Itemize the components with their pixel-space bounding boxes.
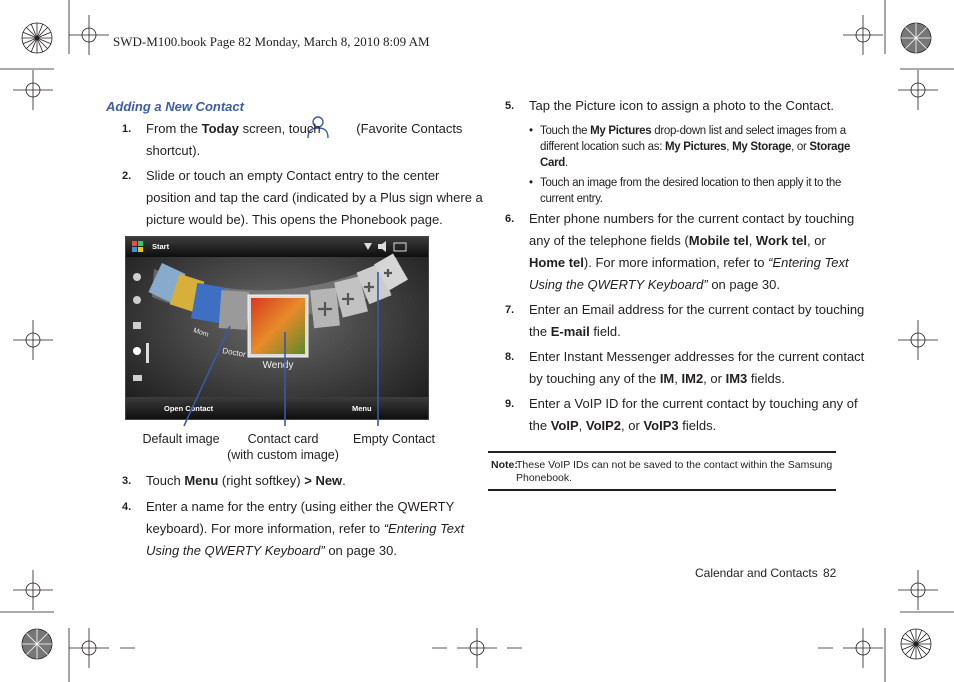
text-run: E-mail <box>550 324 590 339</box>
text-run: Storage <box>809 141 851 153</box>
text-run: different location such as: <box>540 141 665 153</box>
bullet-text-line <box>540 139 850 155</box>
text-run: IM3 <box>725 371 748 386</box>
step-text-line <box>146 518 464 540</box>
bullet-text-line <box>540 155 568 171</box>
step-text-line <box>146 540 397 562</box>
page-number: 82 <box>823 566 837 580</box>
text-run: drop-down list and select images from a <box>651 125 846 137</box>
text-run: the <box>529 324 551 339</box>
step-text-line <box>529 274 780 296</box>
text-run: any of the telephone fields ( <box>529 233 689 248</box>
text-run: fields. <box>747 371 785 386</box>
text-run: Slide or touch an empty Contact entry to the center <box>146 168 440 183</box>
text-run: Enter a name for the entry (using either the QWERTY <box>146 499 455 514</box>
step-number: 9. <box>505 398 515 410</box>
text-run: by touching any of the <box>529 371 660 386</box>
note-label: Note: <box>491 459 518 471</box>
step-text-line <box>146 470 346 492</box>
text-run: My Pictures <box>665 141 727 153</box>
text-run: , or <box>703 371 726 386</box>
open-contact-softkey: Open Contact <box>164 404 214 413</box>
text-run: Mobile tel <box>688 233 749 248</box>
callout-label <box>342 431 446 447</box>
text-run: Using the QWERTY Keyboard” <box>529 277 708 292</box>
text-run: shortcut). <box>146 143 201 158</box>
note-text-line-2: Phonebook. <box>516 472 573 484</box>
card-label-doctor: Doctor <box>221 346 247 360</box>
text-run: on page 30. <box>324 543 398 558</box>
bullet-text-line <box>540 175 841 191</box>
text-run: Enter an Email address for the current contact by touching <box>529 302 865 317</box>
bullet-dot: • <box>529 125 533 137</box>
step-text-line <box>529 321 621 343</box>
note-text-line-1: These VoIP IDs can not be saved to the contact within the Samsung <box>516 459 833 471</box>
text-run: My Storage <box>732 141 792 153</box>
text-run: , <box>578 418 586 433</box>
step-number: 1. <box>122 123 132 135</box>
step-text-line <box>529 299 864 321</box>
text-run: Work tel <box>755 233 807 248</box>
start-label: Start <box>152 242 170 251</box>
callout-label-line: Default image <box>142 432 220 446</box>
text-run: My Pictures <box>590 125 652 137</box>
text-run: fields. <box>678 418 717 433</box>
step-text-line <box>529 346 864 368</box>
callout-label <box>126 431 236 447</box>
section-title: Adding a New Contact <box>106 99 244 114</box>
text-run: “Entering Text <box>768 255 849 270</box>
contact-name-label: Wendy <box>262 360 294 371</box>
text-run: (Favorite Contacts <box>356 121 463 136</box>
text-run: Menu <box>184 473 219 488</box>
text-run: , <box>674 371 682 386</box>
text-run: Home tel <box>529 255 584 270</box>
step-text-line <box>529 393 858 415</box>
note-bottom-rule <box>488 489 836 491</box>
text-run: Card <box>540 157 566 169</box>
print-header: SWD-M100.book Page 82 Monday, March 8, 2010 8:09 AM <box>113 34 430 49</box>
step-number: 6. <box>505 213 515 225</box>
callout-label-line: (with custom image) <box>227 448 339 462</box>
text-run: field. <box>589 324 621 339</box>
text-run: Enter Instant Messenger addresses for the current contact <box>529 349 865 364</box>
text-run: keyboard). For more information, refer to <box>146 521 384 536</box>
text-run: > New <box>304 473 343 488</box>
step-number: 4. <box>122 501 132 513</box>
text-run: Touch <box>146 473 185 488</box>
text-run: . <box>565 157 568 169</box>
text-run: , or <box>621 418 644 433</box>
text-run: current entry. <box>540 193 603 205</box>
text-run: Touch an image from the desired location to then apply it to the <box>540 177 842 189</box>
text-run: position and tap the card (indicated by a Plus sign where a <box>146 190 483 205</box>
text-run: . <box>342 473 346 488</box>
text-run: IM2 <box>681 371 704 386</box>
bullet-dot: • <box>529 177 533 189</box>
text-run: Enter phone numbers for the current contact by touching <box>529 211 855 226</box>
footer-section: Calendar and Contacts <box>695 566 818 580</box>
text-run: Using the QWERTY Keyboard” <box>146 543 325 558</box>
menu-softkey: Menu <box>352 404 372 413</box>
text-run: the <box>529 418 551 433</box>
step-text-line <box>146 496 454 518</box>
step-number: 5. <box>505 100 515 112</box>
step-number: 2. <box>122 170 132 182</box>
text-run: (right softkey) <box>218 473 305 488</box>
text-run: Enter a VoIP ID for the current contact by touching any of <box>529 396 858 411</box>
bullet-text-line <box>540 191 603 207</box>
callout-label-line: Contact card <box>247 432 319 446</box>
text-run: picture would be). This opens the Phonebook page. <box>146 212 443 227</box>
text-run: ). For more information, refer to <box>583 255 769 270</box>
step-text-line <box>529 415 716 437</box>
step-text-line <box>529 252 849 274</box>
step-number: 3. <box>122 475 132 487</box>
card-label-mom: Mom <box>192 327 210 339</box>
text-run: “Entering Text <box>383 521 465 536</box>
step-text-line <box>529 208 854 230</box>
text-run: , <box>726 141 733 153</box>
text-run: VoIP <box>550 418 579 433</box>
step-text-line <box>529 230 826 252</box>
text-run: VoIP3 <box>643 418 679 433</box>
text-run: From the <box>146 121 202 136</box>
step-text-line <box>529 368 785 390</box>
step-number: 8. <box>505 351 515 363</box>
text-run: Touch the <box>540 125 591 137</box>
text-run: , <box>748 233 756 248</box>
step-text-line: Tap the Picture icon to assign a photo to the Contact. <box>529 98 834 113</box>
text-run: , or <box>791 141 810 153</box>
text-run: screen, touch <box>238 121 325 136</box>
text-run: IM <box>659 371 675 386</box>
step-number: 7. <box>505 304 515 316</box>
text-run: Today <box>201 121 239 136</box>
callout-label <box>226 431 340 463</box>
callout-label-line: Empty Contact <box>353 432 435 446</box>
text-run: VoIP2 <box>585 418 622 433</box>
text-run: on page 30. <box>707 277 781 292</box>
note-top-rule <box>488 451 836 453</box>
bullet-text-line <box>540 123 846 139</box>
text-run: , or <box>806 233 826 248</box>
